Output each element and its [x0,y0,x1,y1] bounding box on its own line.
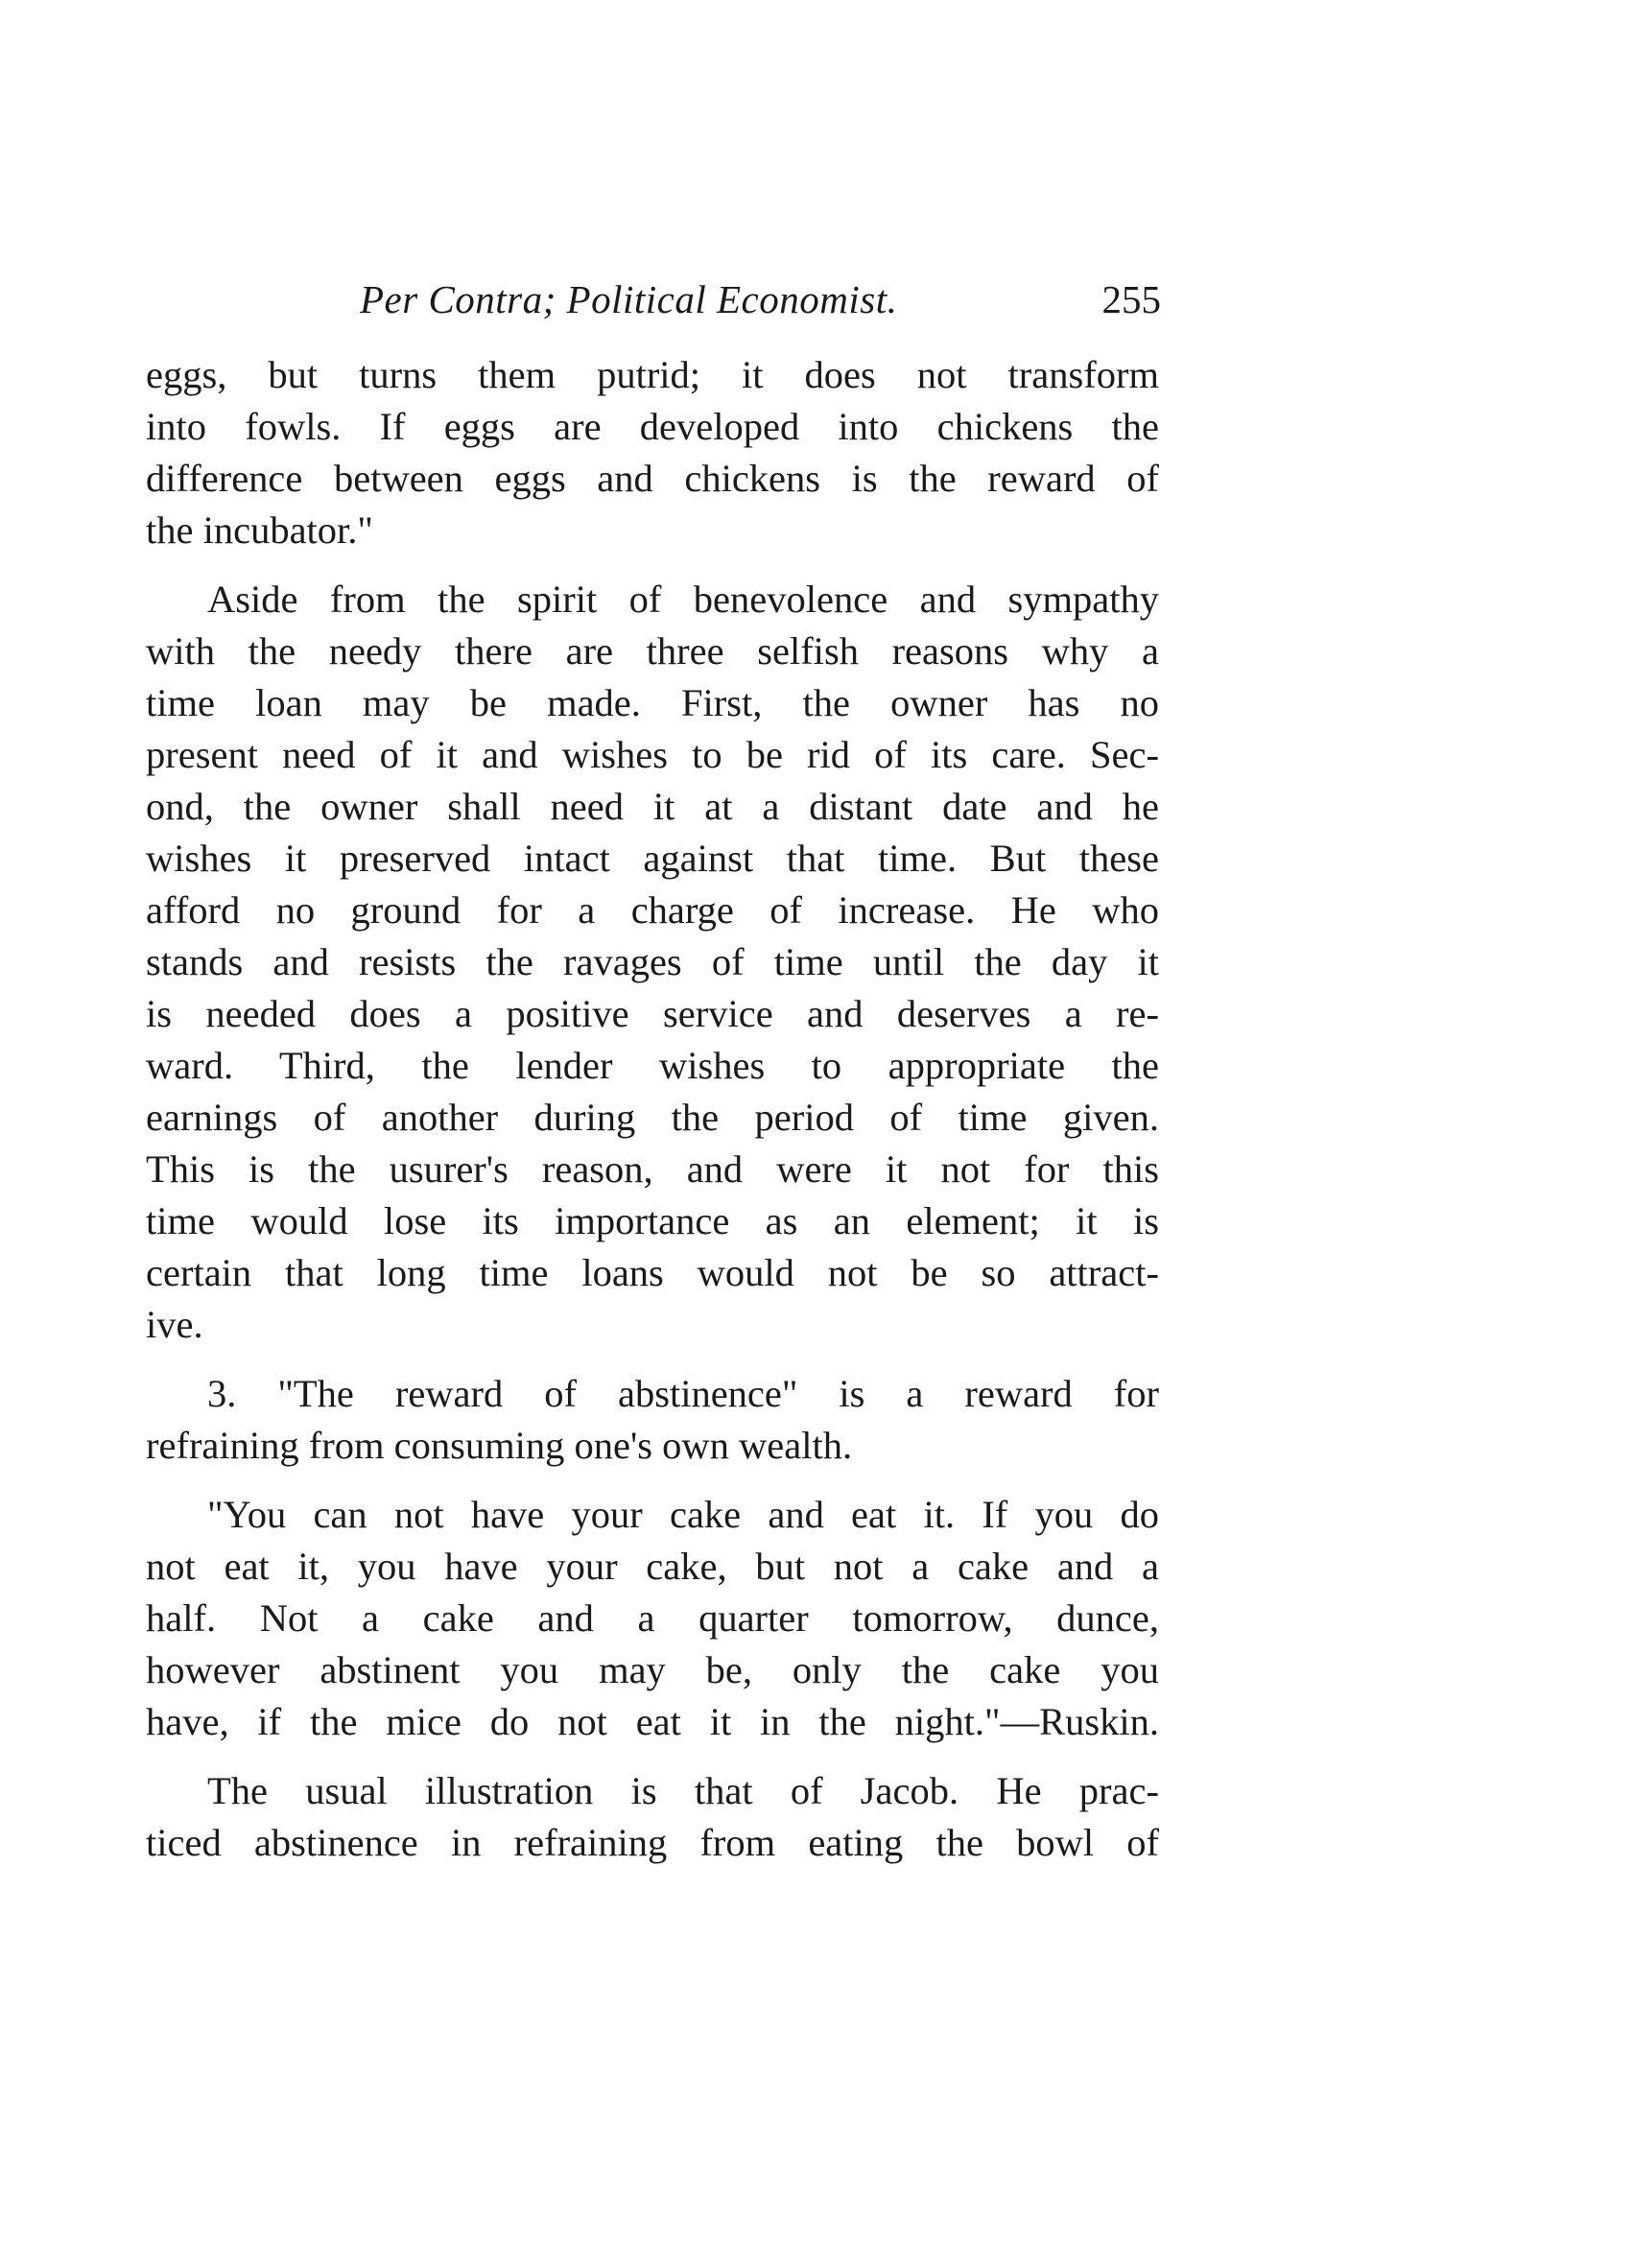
text-line: This is the usurer's reason, and were it not for this [146,1147,1159,1191]
paragraph-gap [146,1472,1159,1489]
text-line: wishes it preserved intact against that time. But these [146,837,1159,880]
text-line: 3. "The reward of abstinence" is a reward for [207,1372,1159,1415]
text-line: present need of it and wishes to be rid of its care. Sec- [146,733,1159,776]
text-line: The usual illustration is that of Jacob. He prac- [207,1769,1159,1812]
text-line: eggs, but turns them putrid; it does not transform [146,353,1159,396]
text-line: ive. [146,1303,203,1346]
text-line: is needed does a positive service and deserves a re- [146,992,1159,1035]
paragraph-gap [146,1351,1159,1368]
text-line: not eat it, you have your cake, but not a cake and a [146,1545,1159,1588]
paragraph-gap [146,1748,1159,1765]
text-line: refraining from consuming one's own wealth. [146,1424,853,1467]
text-line: the incubator." [146,508,373,552]
text-line: with the needy there are three selfish reasons why a [146,629,1159,673]
text-line: half. Not a cake and a quarter tomorrow, dunce, [146,1596,1159,1640]
text-line: difference between eggs and chickens is the reward of [146,457,1159,500]
text-line: afford no ground for a charge of increase. He who [146,888,1159,932]
text-line: time would lose its importance as an element; it is [146,1199,1159,1242]
text-line: time loan may be made. First, the owner has no [146,681,1159,724]
text-line: ticed abstinence in refraining from eating the bowl of [146,1821,1159,1864]
text-line: certain that long time loans would not be so attract- [146,1251,1159,1294]
running-head [144,271,1161,328]
text-line: Aside from the spirit of benevolence and sympathy [207,578,1159,621]
text-line: stands and resists the ravages of time until the day it [146,940,1159,983]
text-line: ond, the owner shall need it at a distant date and he [146,785,1159,828]
text-line: ward. Third, the lender wishes to appropriate the [146,1044,1159,1087]
body-text [146,349,1159,1869]
paragraph-gap [146,556,1159,574]
text-line: have, if the mice do not eat it in the night."—Ruskin. [146,1700,1159,1743]
page-number: 255 [1101,277,1161,321]
text-line: earnings of another during the period of time given. [146,1096,1159,1139]
running-title: Per Contra; Political Economist. [360,277,898,321]
text-line: "You can not have your cake and eat it. If you do [207,1493,1159,1536]
text-line: however abstinent you may be, only the cake you [146,1648,1159,1691]
text-line: into fowls. If eggs are developed into chickens the [146,405,1159,448]
